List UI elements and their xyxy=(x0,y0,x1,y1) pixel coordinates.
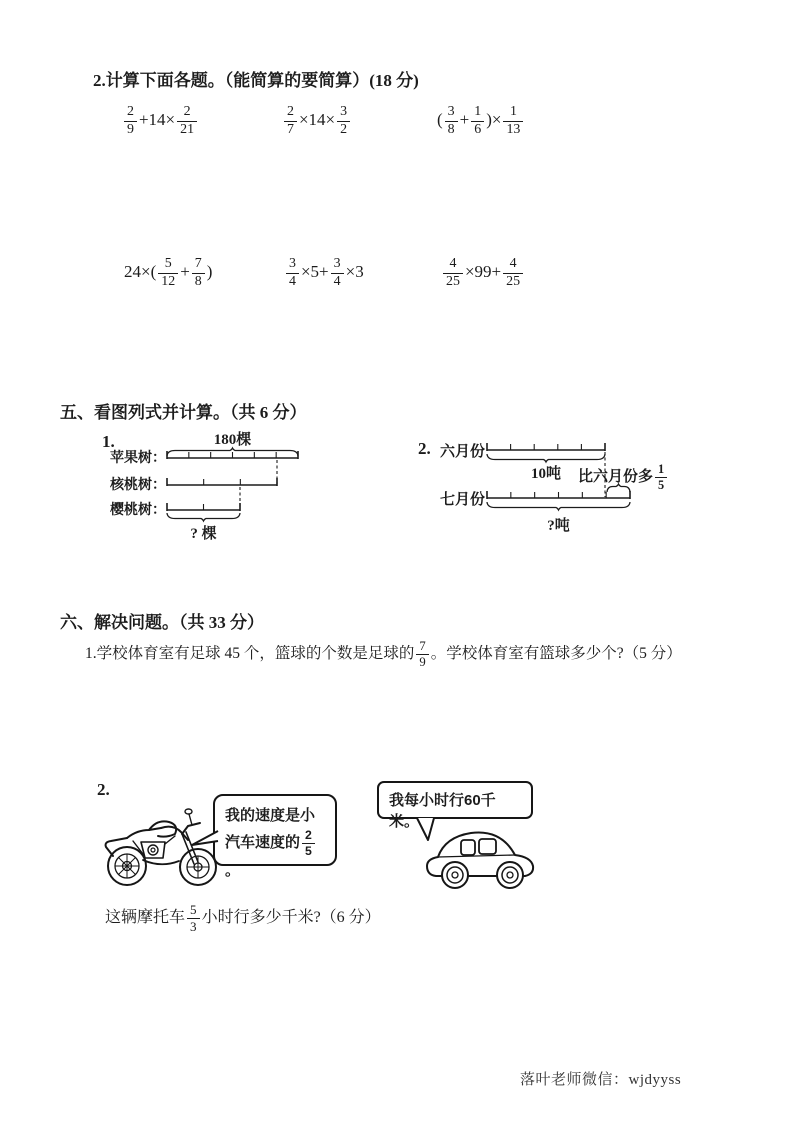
cherry-bar xyxy=(167,503,240,511)
cherry-question-brace xyxy=(167,513,240,521)
walnut-row-label: 核桃树： xyxy=(110,478,166,493)
cherry-question-label: ? 棵 xyxy=(190,526,217,542)
diagram1-number: 1. xyxy=(102,432,115,451)
june-row-label: 六月份 xyxy=(440,444,486,460)
car-bubble-text: 我每小时行60千米。 xyxy=(389,792,496,830)
june-amount-label: 10吨 xyxy=(530,466,561,482)
apple-total-label: 180棵 xyxy=(213,432,252,448)
june-bar xyxy=(487,443,605,451)
july-question-brace xyxy=(487,502,630,510)
cherry-row-label: 樱桃树： xyxy=(110,503,166,518)
motorcycle-speech-bubble xyxy=(213,794,337,879)
calc-section-title: 2.计算下面各题。（能简算的要简算）(18 分) xyxy=(93,71,419,90)
diagram2-number: 2. xyxy=(418,439,431,458)
diagram-section-title: 五、看图列式并计算。（共 6 分） xyxy=(60,403,307,422)
more-than-june-label: 比六月份多 $\frac{1}{5}$ xyxy=(578,463,669,492)
calc-expression-1: $\frac{2}{9}$ +14× $\frac{2}{21}$ xyxy=(122,102,199,138)
july-question-label: ?吨 xyxy=(547,518,570,534)
july-row-label: 七月份 xyxy=(440,492,486,508)
word-problem-1: 1.学校体育室有足球 45 个，篮球的个数是足球的 $\frac{7}{9}$ 。学校体育室有篮球多少个?（5 分） xyxy=(85,638,682,669)
calc-expression-6: $\frac{4}{25}$ ×99+ $\frac{4}{25}$ xyxy=(441,254,525,290)
walnut-bar xyxy=(167,478,277,486)
word-problem-2-question: 这辆摩托车 $\frac{5}{3}$ 小时行多少千米?（6 分） xyxy=(105,902,381,934)
apple-bar xyxy=(167,451,298,459)
calc-expression-2: $\frac{2}{7}$ ×14× $\frac{3}{2}$ xyxy=(282,102,352,138)
footer-watermark: 落叶老师微信：wjdyyss xyxy=(520,1072,682,1088)
car-illustration xyxy=(424,814,539,894)
motorcycle-bubble-text: 我的速度是小汽车速度的 $\frac{2}{5}$ 。 xyxy=(225,807,316,879)
bubble-tail-left xyxy=(189,828,219,850)
word-problem-section-title: 六、解决问题。（共 33 分） xyxy=(60,613,264,632)
calc-expression-5: $\frac{3}{4}$ ×5+ $\frac{3}{4}$ ×3 xyxy=(284,254,364,290)
month-bar-diagram xyxy=(418,437,738,549)
calc-expression-4: 24×( $\frac{5}{12}$ + $\frac{7}{8}$ ) xyxy=(124,255,213,289)
july-bar xyxy=(487,491,630,499)
june-amount-brace xyxy=(487,454,605,462)
apple-row-label: 苹果树： xyxy=(110,451,166,466)
calc-expression-3: ( $\frac{3}{8}$ + $\frac{1}{6}$ )× $\frac{1}{13}$ xyxy=(437,102,525,138)
word-problem-2-number: 2. xyxy=(97,780,110,799)
tree-bar-diagram xyxy=(100,426,360,544)
